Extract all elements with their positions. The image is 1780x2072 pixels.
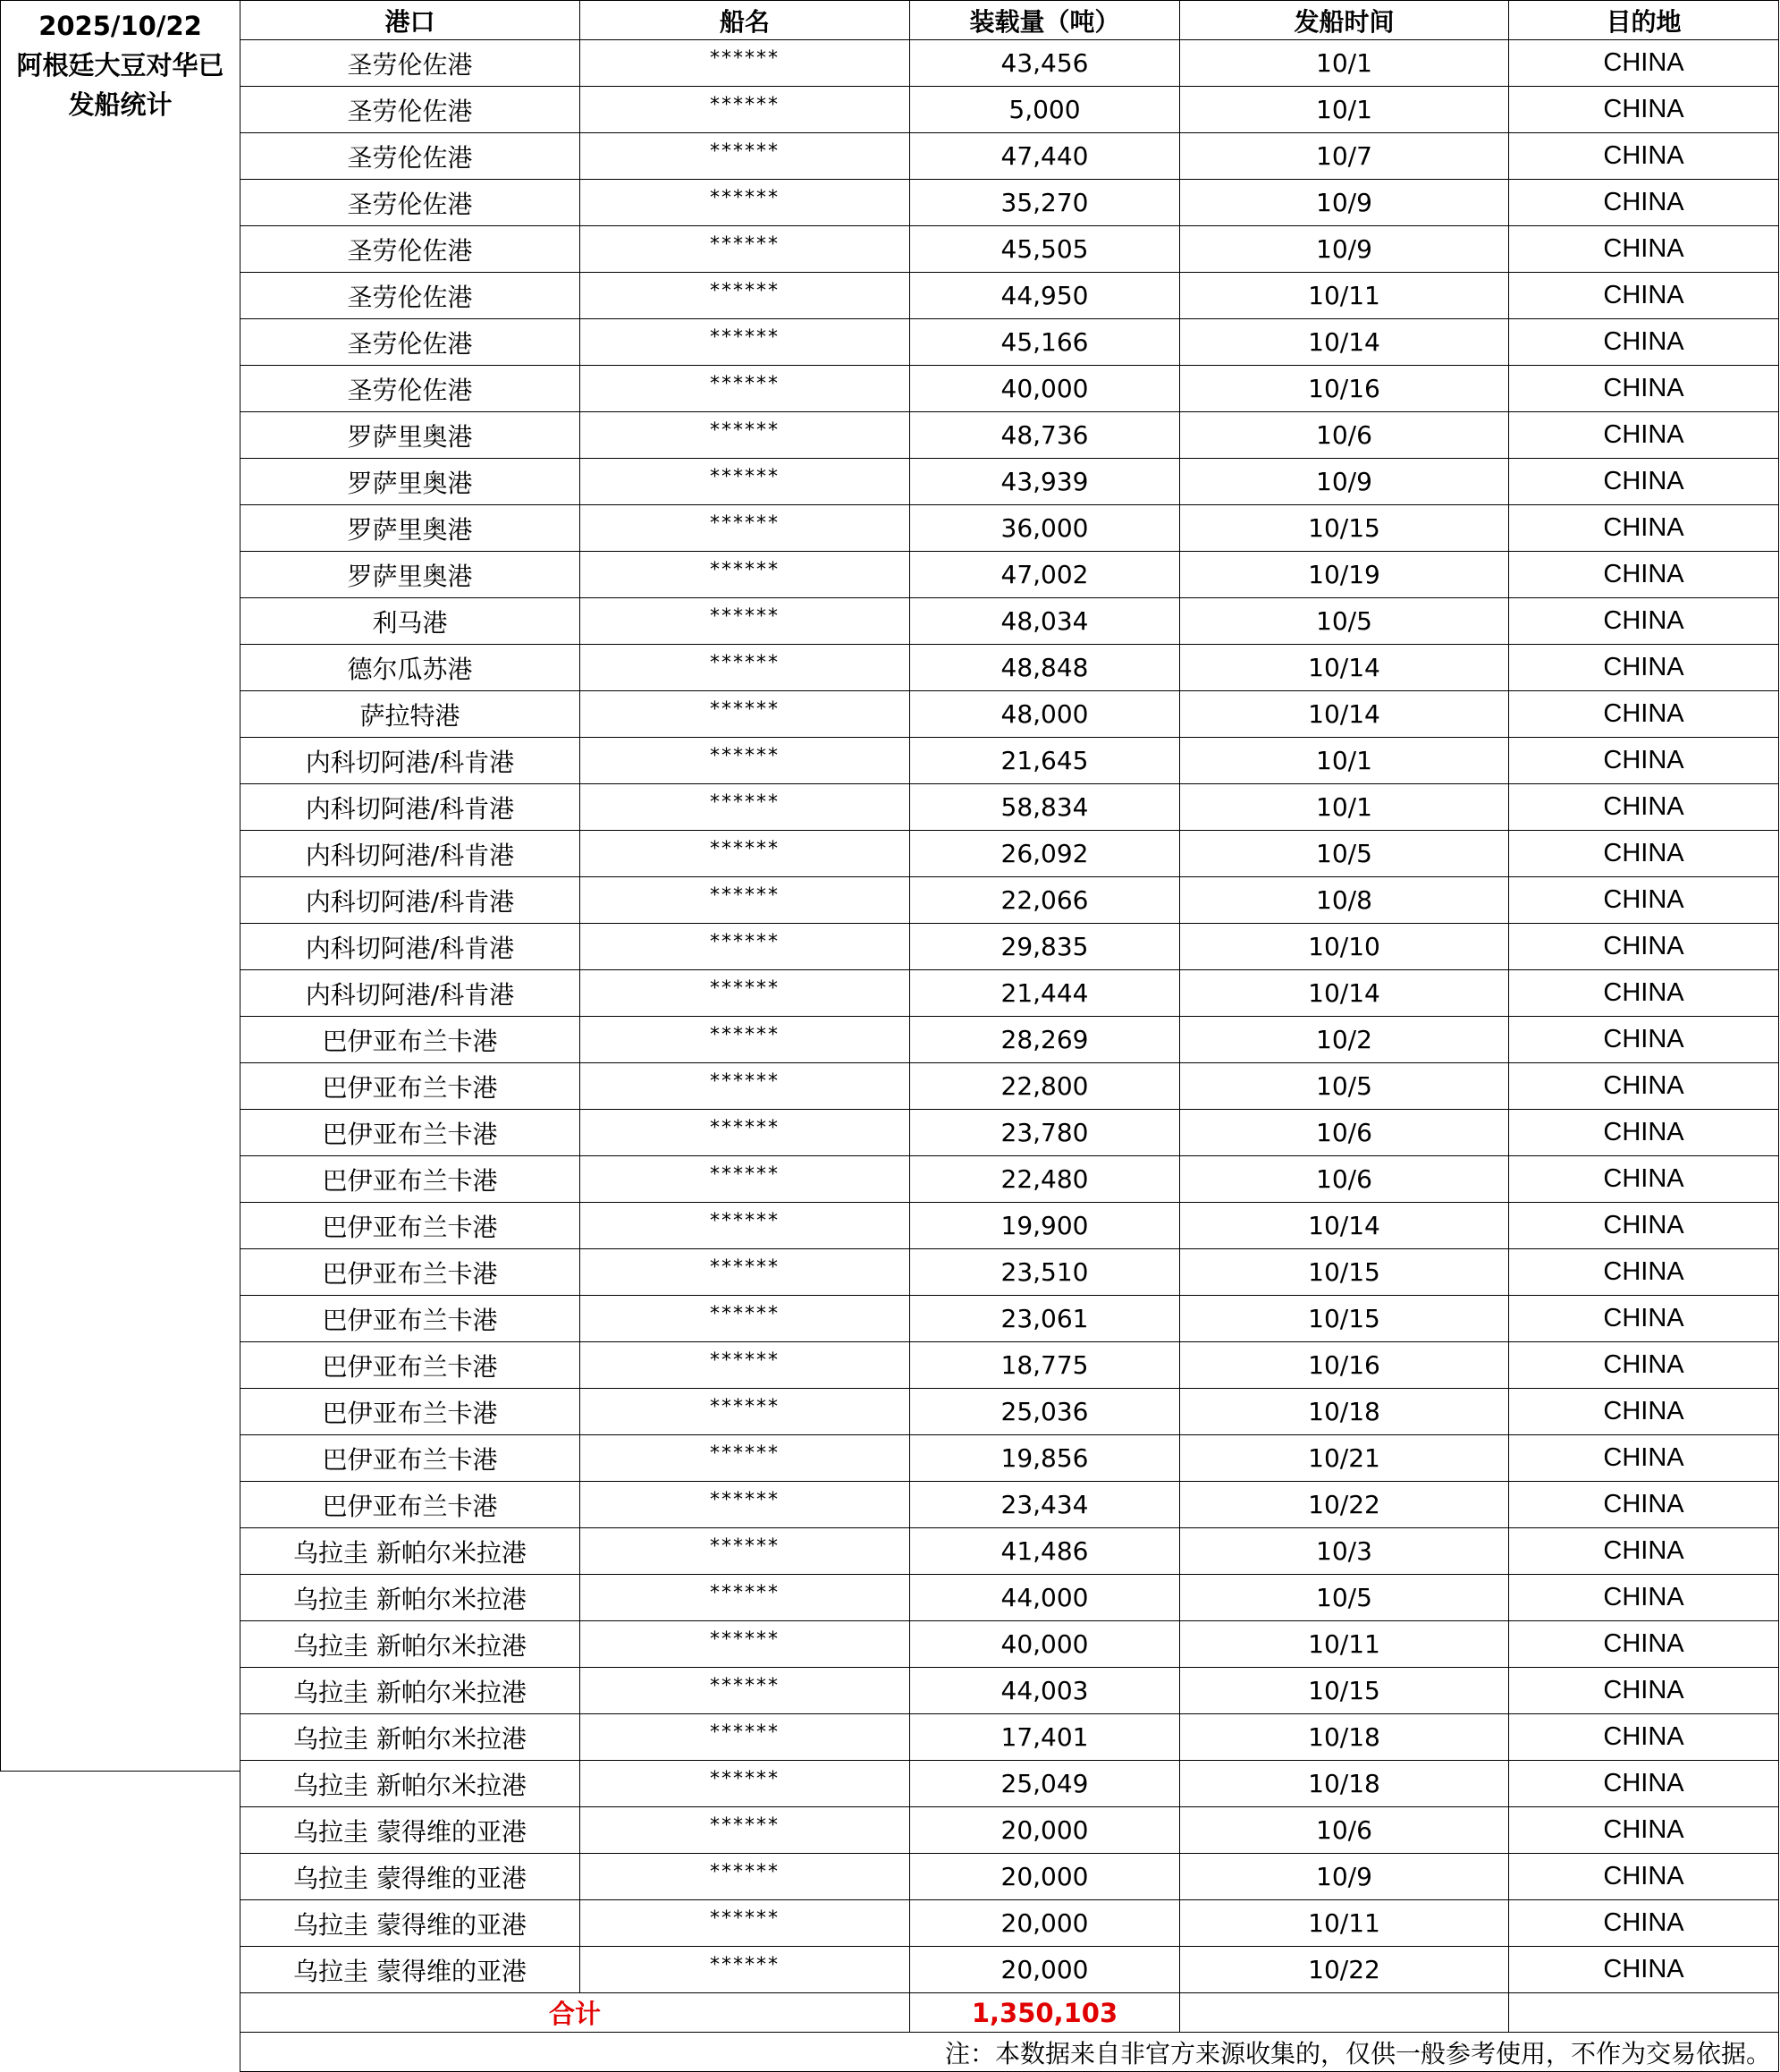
table-row [240,1761,1779,1807]
cell-load: 20,000 [910,1947,1180,1993]
cell-load: 28,269 [910,1017,1180,1063]
cell-destination: CHINA [1509,1900,1779,1947]
cell-ship-name: ****** [580,319,910,366]
table-row [240,831,1779,877]
cell-destination: CHINA [1509,691,1779,738]
cell-destination: CHINA [1509,831,1779,877]
table-row [240,645,1779,691]
cell-load: 44,950 [910,273,1180,319]
cell-load: 47,440 [910,133,1180,180]
cell-destination: CHINA [1509,505,1779,552]
table-row [240,598,1779,645]
cell-destination: CHINA [1509,226,1779,273]
cell-port: 萨拉特港 [240,691,580,738]
cell-destination: CHINA [1509,784,1779,831]
cell-ship-name: ****** [580,831,910,877]
cell-destination: CHINA [1509,1807,1779,1854]
cell-ship-date: 10/5 [1180,831,1509,877]
cell-ship-date: 10/6 [1180,1110,1509,1156]
cell-load: 17,401 [910,1714,1180,1761]
cell-destination: CHINA [1509,273,1779,319]
total-label: 合计 [240,1993,910,2033]
cell-load: 18,775 [910,1342,1180,1389]
cell-ship-date: 10/5 [1180,1575,1509,1621]
cell-ship-date: 10/5 [1180,1063,1509,1110]
cell-ship-date: 10/6 [1180,1156,1509,1203]
table-row [240,505,1779,552]
table-row [240,1621,1779,1668]
cell-ship-name: ****** [580,366,910,412]
cell-destination: CHINA [1509,319,1779,366]
table-row [240,1947,1779,1993]
table-row [240,40,1779,87]
cell-ship-name: ****** [580,1807,910,1854]
table-row [240,1296,1779,1342]
cell-ship-date: 10/2 [1180,1017,1509,1063]
cell-ship-name: ****** [580,1900,910,1947]
cell-ship-date: 10/5 [1180,598,1509,645]
shipment-table [240,0,1779,2072]
table-row [240,1854,1779,1900]
cell-destination: CHINA [1509,1435,1779,1482]
cell-ship-date: 10/9 [1180,459,1509,505]
cell-destination: CHINA [1509,877,1779,924]
cell-ship-name: ****** [580,1435,910,1482]
cell-ship-name: ****** [580,1203,910,1249]
cell-ship-name: ****** [580,1249,910,1296]
cell-ship-date: 10/18 [1180,1761,1509,1807]
cell-destination: CHINA [1509,1063,1779,1110]
cell-ship-name: ****** [580,1621,910,1668]
cell-port: 巴伊亚布兰卡港 [240,1342,580,1389]
cell-destination: CHINA [1509,1854,1779,1900]
report-title-line1: 阿根廷大豆对华已 [16,50,224,80]
cell-port: 乌拉圭 新帕尔米拉港 [240,1761,580,1807]
cell-port: 罗萨里奥港 [240,412,580,459]
table-row [240,366,1779,412]
cell-port: 内科切阿港/科肯港 [240,784,580,831]
table-row [240,273,1779,319]
table-row [240,459,1779,505]
table-row [240,133,1779,180]
cell-port: 德尔瓜苏港 [240,645,580,691]
cell-ship-name: ****** [580,645,910,691]
table-row [240,691,1779,738]
table-row [240,1528,1779,1575]
cell-port: 利马港 [240,598,580,645]
cell-ship-date: 10/8 [1180,877,1509,924]
cell-port: 圣劳伦佐港 [240,87,580,133]
cell-port: 乌拉圭 蒙得维的亚港 [240,1807,580,1854]
cell-ship-name: ****** [580,784,910,831]
cell-ship-name: ****** [580,970,910,1017]
table-row [240,87,1779,133]
table-row [240,1714,1779,1761]
cell-destination: CHINA [1509,645,1779,691]
cell-destination: CHINA [1509,366,1779,412]
cell-ship-name: ****** [580,1668,910,1714]
table-row [240,1900,1779,1947]
report-date: 2025/10/22 [38,11,202,41]
header-date: 发船时间 [1180,1,1509,40]
cell-load: 22,800 [910,1063,1180,1110]
cell-ship-date: 10/1 [1180,87,1509,133]
table-row [240,1063,1779,1110]
cell-ship-date: 10/14 [1180,1203,1509,1249]
cell-destination: CHINA [1509,1389,1779,1435]
cell-ship-date: 10/19 [1180,552,1509,598]
cell-port: 内科切阿港/科肯港 [240,831,580,877]
table-row [240,1435,1779,1482]
cell-ship-name: ****** [580,1017,910,1063]
side-title [0,0,240,1772]
cell-load: 58,834 [910,784,1180,831]
table-row [240,1017,1779,1063]
cell-destination: CHINA [1509,1203,1779,1249]
total-empty-dest [1509,1993,1779,2033]
table-row [240,738,1779,784]
cell-port: 圣劳伦佐港 [240,273,580,319]
header-destination: 目的地 [1509,1,1779,40]
cell-port: 乌拉圭 新帕尔米拉港 [240,1714,580,1761]
cell-ship-name: ****** [580,1156,910,1203]
table-row [240,1110,1779,1156]
cell-destination: CHINA [1509,1528,1779,1575]
cell-port: 巴伊亚布兰卡港 [240,1203,580,1249]
cell-destination: CHINA [1509,180,1779,226]
cell-load: 29,835 [910,924,1180,970]
cell-port: 乌拉圭 蒙得维的亚港 [240,1854,580,1900]
cell-destination: CHINA [1509,1017,1779,1063]
cell-load: 20,000 [910,1807,1180,1854]
cell-ship-date: 10/11 [1180,1900,1509,1947]
cell-port: 巴伊亚布兰卡港 [240,1063,580,1110]
cell-ship-date: 10/14 [1180,691,1509,738]
cell-port: 乌拉圭 蒙得维的亚港 [240,1947,580,1993]
cell-port: 乌拉圭 新帕尔米拉港 [240,1621,580,1668]
cell-load: 44,000 [910,1575,1180,1621]
cell-ship-name: ****** [580,1110,910,1156]
cell-ship-date: 10/15 [1180,1296,1509,1342]
table-row [240,1668,1779,1714]
disclaimer-note: 注：本数据来自非官方来源收集的，仅供一般参考使用，不作为交易依据。 [240,2033,1779,2072]
cell-port: 内科切阿港/科肯港 [240,924,580,970]
cell-ship-date: 10/1 [1180,738,1509,784]
cell-ship-date: 10/18 [1180,1714,1509,1761]
cell-ship-name: ****** [580,133,910,180]
cell-load: 48,000 [910,691,1180,738]
cell-port: 乌拉圭 新帕尔米拉港 [240,1668,580,1714]
cell-ship-date: 10/11 [1180,1621,1509,1668]
cell-ship-date: 10/14 [1180,645,1509,691]
cell-ship-date: 10/1 [1180,784,1509,831]
cell-destination: CHINA [1509,970,1779,1017]
cell-port: 巴伊亚布兰卡港 [240,1017,580,1063]
cell-ship-date: 10/15 [1180,505,1509,552]
cell-port: 乌拉圭 新帕尔米拉港 [240,1575,580,1621]
cell-load: 25,036 [910,1389,1180,1435]
cell-load: 23,061 [910,1296,1180,1342]
header-ship: 船名 [580,1,910,40]
cell-port: 圣劳伦佐港 [240,319,580,366]
cell-port: 巴伊亚布兰卡港 [240,1156,580,1203]
cell-ship-date: 10/16 [1180,1342,1509,1389]
cell-port: 罗萨里奥港 [240,505,580,552]
cell-load: 47,002 [910,552,1180,598]
cell-port: 巴伊亚布兰卡港 [240,1482,580,1528]
cell-port: 圣劳伦佐港 [240,133,580,180]
cell-ship-date: 10/9 [1180,1854,1509,1900]
cell-port: 乌拉圭 新帕尔米拉港 [240,1528,580,1575]
cell-load: 40,000 [910,1621,1180,1668]
cell-ship-date: 10/21 [1180,1435,1509,1482]
total-empty-date [1180,1993,1509,2033]
cell-ship-date: 10/9 [1180,180,1509,226]
table-row [240,552,1779,598]
cell-load: 36,000 [910,505,1180,552]
cell-destination: CHINA [1509,1110,1779,1156]
cell-load: 45,166 [910,319,1180,366]
cell-ship-date: 10/1 [1180,40,1509,87]
cell-destination: CHINA [1509,1947,1779,1993]
table-row [240,970,1779,1017]
cell-load: 5,000 [910,87,1180,133]
cell-destination: CHINA [1509,133,1779,180]
table-body [240,40,1779,1993]
cell-ship-date: 10/10 [1180,924,1509,970]
cell-port: 巴伊亚布兰卡港 [240,1249,580,1296]
table-row [240,784,1779,831]
table-row [240,1342,1779,1389]
cell-destination: CHINA [1509,1482,1779,1528]
table-row [240,1575,1779,1621]
table-row [240,924,1779,970]
cell-ship-name: ****** [580,40,910,87]
cell-load: 19,900 [910,1203,1180,1249]
cell-ship-name: ****** [580,180,910,226]
table-row [240,1807,1779,1854]
cell-destination: CHINA [1509,1714,1779,1761]
table-row [240,1389,1779,1435]
cell-port: 巴伊亚布兰卡港 [240,1435,580,1482]
cell-load: 23,434 [910,1482,1180,1528]
header-load: 装载量（吨） [910,1,1180,40]
cell-load: 45,505 [910,226,1180,273]
cell-destination: CHINA [1509,738,1779,784]
cell-ship-date: 10/6 [1180,412,1509,459]
cell-ship-name: ****** [580,1342,910,1389]
cell-load: 41,486 [910,1528,1180,1575]
cell-ship-name: ****** [580,1854,910,1900]
cell-ship-name: ****** [580,1761,910,1807]
cell-load: 20,000 [910,1900,1180,1947]
cell-ship-name: ****** [580,1482,910,1528]
cell-ship-date: 10/3 [1180,1528,1509,1575]
cell-ship-name: ****** [580,738,910,784]
cell-load: 20,000 [910,1854,1180,1900]
note-row [240,2033,1779,2072]
table-row [240,180,1779,226]
table-row [240,319,1779,366]
cell-ship-name: ****** [580,1714,910,1761]
cell-ship-date: 10/14 [1180,970,1509,1017]
table-row [240,226,1779,273]
table-row [240,1249,1779,1296]
cell-ship-name: ****** [580,226,910,273]
cell-ship-name: ****** [580,273,910,319]
total-value: 1,350,103 [910,1993,1180,2033]
cell-ship-date: 10/11 [1180,273,1509,319]
cell-destination: CHINA [1509,1668,1779,1714]
cell-ship-name: ****** [580,1063,910,1110]
cell-port: 圣劳伦佐港 [240,180,580,226]
cell-port: 巴伊亚布兰卡港 [240,1110,580,1156]
cell-ship-date: 10/15 [1180,1668,1509,1714]
cell-ship-name: ****** [580,1947,910,1993]
cell-load: 25,049 [910,1761,1180,1807]
table-row [240,1203,1779,1249]
table-row [240,1482,1779,1528]
total-row [240,1993,1779,2033]
cell-port: 圣劳伦佐港 [240,40,580,87]
cell-load: 22,066 [910,877,1180,924]
header-port: 港口 [240,1,580,40]
cell-ship-date: 10/14 [1180,319,1509,366]
cell-load: 44,003 [910,1668,1180,1714]
cell-port: 内科切阿港/科肯港 [240,877,580,924]
table-row [240,877,1779,924]
cell-port: 内科切阿港/科肯港 [240,970,580,1017]
cell-ship-name: ****** [580,877,910,924]
cell-port: 乌拉圭 蒙得维的亚港 [240,1900,580,1947]
cell-ship-name: ****** [580,691,910,738]
cell-ship-name: ****** [580,598,910,645]
cell-destination: CHINA [1509,1621,1779,1668]
cell-ship-date: 10/16 [1180,366,1509,412]
cell-ship-name: ****** [580,87,910,133]
table-row [240,1156,1779,1203]
cell-load: 23,780 [910,1110,1180,1156]
cell-ship-date: 10/6 [1180,1807,1509,1854]
cell-ship-name: ****** [580,1389,910,1435]
cell-ship-date: 10/7 [1180,133,1509,180]
cell-ship-name: ****** [580,459,910,505]
cell-ship-date: 10/22 [1180,1947,1509,1993]
cell-destination: CHINA [1509,598,1779,645]
cell-load: 22,480 [910,1156,1180,1203]
cell-port: 圣劳伦佐港 [240,226,580,273]
cell-destination: CHINA [1509,412,1779,459]
cell-ship-name: ****** [580,924,910,970]
cell-load: 23,510 [910,1249,1180,1296]
cell-ship-date: 10/15 [1180,1249,1509,1296]
cell-load: 43,456 [910,40,1180,87]
cell-ship-date: 10/18 [1180,1389,1509,1435]
cell-ship-date: 10/9 [1180,226,1509,273]
cell-destination: CHINA [1509,1342,1779,1389]
cell-destination: CHINA [1509,1761,1779,1807]
cell-destination: CHINA [1509,1296,1779,1342]
cell-load: 48,848 [910,645,1180,691]
cell-load: 35,270 [910,180,1180,226]
cell-load: 40,000 [910,366,1180,412]
cell-ship-name: ****** [580,1296,910,1342]
cell-port: 内科切阿港/科肯港 [240,738,580,784]
cell-destination: CHINA [1509,459,1779,505]
cell-destination: CHINA [1509,1249,1779,1296]
cell-port: 罗萨里奥港 [240,459,580,505]
cell-load: 21,645 [910,738,1180,784]
table-row [240,412,1779,459]
cell-destination: CHINA [1509,87,1779,133]
cell-ship-date: 10/22 [1180,1482,1509,1528]
cell-load: 48,034 [910,598,1180,645]
cell-load: 19,856 [910,1435,1180,1482]
cell-destination: CHINA [1509,1156,1779,1203]
cell-load: 43,939 [910,459,1180,505]
cell-ship-name: ****** [580,1528,910,1575]
cell-destination: CHINA [1509,552,1779,598]
cell-load: 21,444 [910,970,1180,1017]
cell-port: 圣劳伦佐港 [240,366,580,412]
cell-load: 26,092 [910,831,1180,877]
report-title-line2: 发船统计 [68,89,173,120]
cell-port: 巴伊亚布兰卡港 [240,1389,580,1435]
cell-destination: CHINA [1509,924,1779,970]
header-row [240,1,1779,40]
cell-ship-name: ****** [580,412,910,459]
cell-destination: CHINA [1509,1575,1779,1621]
cell-port: 罗萨里奥港 [240,552,580,598]
cell-ship-name: ****** [580,505,910,552]
cell-ship-name: ****** [580,1575,910,1621]
cell-destination: CHINA [1509,40,1779,87]
cell-port: 巴伊亚布兰卡港 [240,1296,580,1342]
cell-load: 48,736 [910,412,1180,459]
cell-ship-name: ****** [580,552,910,598]
